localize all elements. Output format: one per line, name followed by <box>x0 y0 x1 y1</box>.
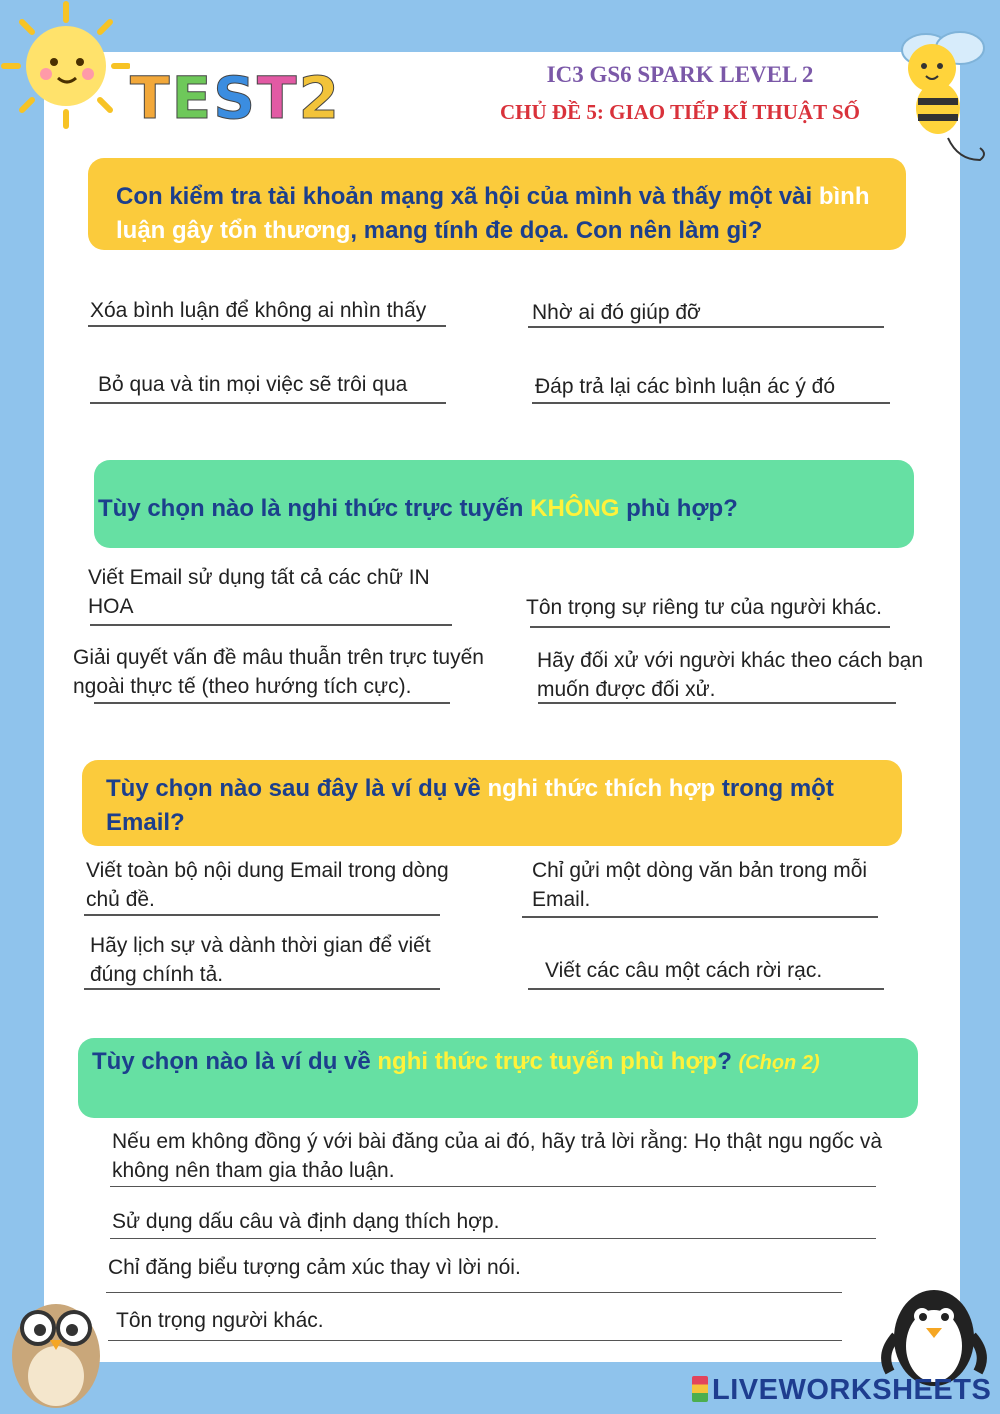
q4-option-1[interactable]: Nếu em không đồng ý với bài đăng của ai đó, hãy trả lời rằng: Họ thật ngu ngốc và không nên tham gia thảo luận. <box>112 1130 883 1182</box>
question-1: Con kiểm tra tài khoản mạng xã hội của mình và thấy một vài bình luận gây tổn thương, mang tính đe dọa. Con nên làm gì? <box>88 158 906 250</box>
q3-answer-line-2 <box>522 916 878 918</box>
owl-icon <box>6 1282 106 1412</box>
q2-answer-line-1 <box>90 624 452 626</box>
question-2: Tùy chọn nào là nghi thức trực tuyến KHÔNG phù hợp? <box>94 460 914 548</box>
q1-option-2[interactable]: Nhờ ai đó giúp đỡ <box>532 301 701 324</box>
q1-option-1[interactable]: Xóa bình luận để không ai nhìn thấy <box>90 299 427 322</box>
q3-answer-line-3 <box>84 988 440 990</box>
question-4: Tùy chọn nào là ví dụ về nghi thức trực tuyến phù hợp? (Chọn 2) <box>78 1038 918 1118</box>
q4-answer-line-4 <box>108 1340 842 1341</box>
q1-answer-line-3 <box>90 402 446 404</box>
q4-answer-line-2 <box>110 1238 876 1239</box>
topic-title: CHỦ ĐỀ 5: GIAO TIẾP KĨ THUẬT SỐ <box>499 100 860 124</box>
q3-option-2[interactable]: Chỉ gửi một dòng văn bản trong mỗi Email. <box>532 859 868 911</box>
q2-option-1[interactable]: Viết Email sử dụng tất cả các chữ IN HOA <box>88 566 430 618</box>
liveworksheets-mark-icon <box>692 1376 708 1402</box>
q1-option-3[interactable]: Bỏ qua và tin mọi việc sẽ trôi qua <box>98 373 408 396</box>
bee-icon <box>888 10 998 180</box>
q4-answer-line-1 <box>110 1186 876 1187</box>
q3-option-3[interactable]: Hãy lịch sự và dành thời gian để viết đúng chính tả. <box>90 934 431 986</box>
course-title: IC3 GS6 SPARK LEVEL 2 <box>546 62 814 87</box>
q3-answer-line-4 <box>528 988 884 990</box>
q2-option-3[interactable]: Giải quyết vấn đề mâu thuẫn trên trực tuyến ngoài thực tế (theo hướng tích cực). <box>73 646 484 698</box>
test-title: TEST2 <box>130 64 341 132</box>
q2-option-4[interactable]: Hãy đối xử với người khác theo cách bạn muốn được đối xử. <box>537 649 924 701</box>
q4-answer-line-3 <box>106 1292 842 1293</box>
sun-icon <box>0 0 130 130</box>
q4-option-4[interactable]: Tôn trọng người khác. <box>116 1309 324 1332</box>
q2-answer-line-2 <box>530 626 890 628</box>
q1-answer-line-4 <box>532 402 890 404</box>
q4-option-2[interactable]: Sử dụng dấu câu và định dạng thích hợp. <box>112 1210 500 1233</box>
q3-option-1[interactable]: Viết toàn bộ nội dung Email trong dòng chủ đề. <box>86 859 449 911</box>
q3-option-4[interactable]: Viết các câu một cách rời rạc. <box>545 959 823 982</box>
q4-option-3[interactable]: Chỉ đăng biểu tượng cảm xúc thay vì lời nói. <box>108 1256 521 1279</box>
penguin-icon <box>876 1276 992 1386</box>
liveworksheets-logo: LIVEWORKSHEETS <box>692 1374 991 1407</box>
q1-answer-line-1 <box>88 325 446 327</box>
q2-option-2[interactable]: Tôn trọng sự riêng tư của người khác. <box>526 596 882 619</box>
question-3: Tùy chọn nào sau đây là ví dụ về nghi thức thích hợp trong một Email? <box>82 760 902 846</box>
q3-answer-line-1 <box>84 914 440 916</box>
q2-answer-line-3 <box>94 702 450 704</box>
q1-option-4[interactable]: Đáp trả lại các bình luận ác ý đó <box>535 375 836 398</box>
q1-answer-line-2 <box>528 326 884 328</box>
q2-answer-line-4 <box>538 702 896 704</box>
